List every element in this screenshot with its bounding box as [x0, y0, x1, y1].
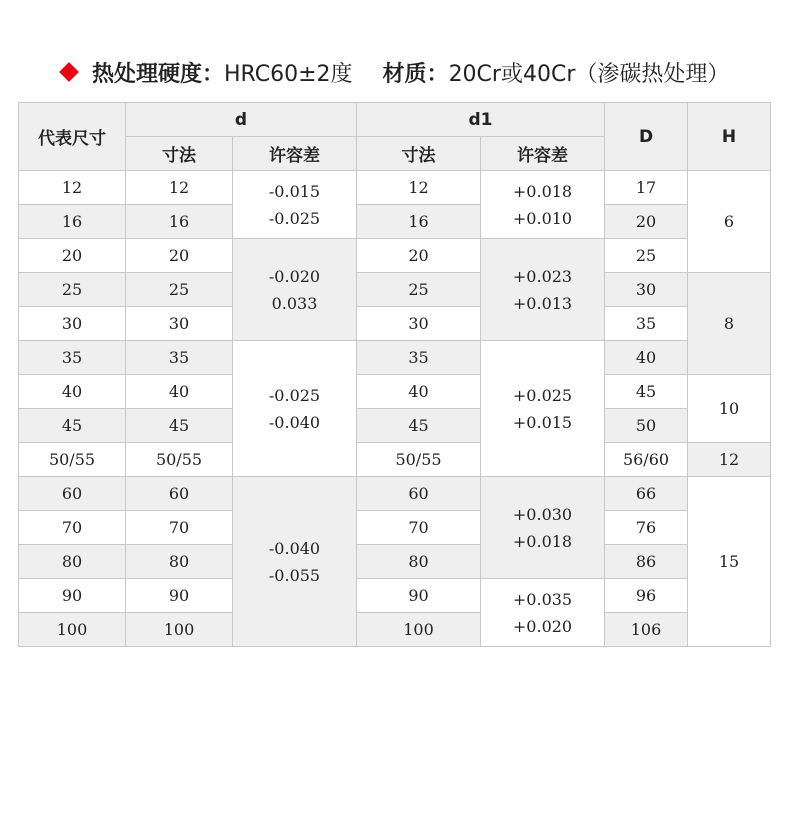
cell-d: 40	[126, 375, 233, 409]
d-tolerance-cell	[233, 171, 357, 239]
d1-tolerance-cell	[481, 171, 605, 239]
tolerance-lower: -0.055	[268, 565, 321, 585]
d-tolerance-cell	[233, 239, 357, 341]
cell-code: 60	[19, 477, 126, 511]
cell-code: 30	[19, 307, 126, 341]
cell-H: 6	[688, 171, 771, 273]
page-title	[58, 55, 729, 89]
tolerance-upper: +0.018	[512, 181, 573, 201]
header-d1-tolerance: 许容差	[481, 137, 605, 171]
cell-code: 12	[19, 171, 126, 205]
tolerance-upper: +0.030	[512, 504, 573, 524]
table-row	[19, 341, 771, 375]
cell-d1: 16	[357, 205, 481, 239]
header-d1: d1	[357, 103, 605, 137]
cell-code: 25	[19, 273, 126, 307]
cell-code: 100	[19, 613, 126, 647]
cell-d1: 50/55	[357, 443, 481, 477]
table-row	[19, 511, 771, 545]
tolerance-upper: -0.015	[268, 181, 321, 201]
cell-d: 25	[126, 273, 233, 307]
tolerance-upper: +0.023	[512, 266, 573, 286]
cell-D: 50	[605, 409, 688, 443]
hardness-value: HRC60±2度	[224, 61, 353, 87]
tolerance-lower: +0.013	[512, 293, 573, 313]
cell-D: 45	[605, 375, 688, 409]
cell-d1: 40	[357, 375, 481, 409]
table-row	[19, 307, 771, 341]
tolerance-lower: +0.018	[512, 531, 573, 551]
tolerance-lower: +0.010	[512, 208, 573, 228]
header-d-size: 寸法	[126, 137, 233, 171]
material-value: 20Cr或40Cr（渗碳热处理）	[448, 61, 730, 87]
tolerance-upper: +0.035	[512, 589, 573, 609]
cell-d: 20	[126, 239, 233, 273]
cell-D: 86	[605, 545, 688, 579]
cell-d1: 12	[357, 171, 481, 205]
d1-tolerance-cell	[481, 341, 605, 477]
table-row	[19, 273, 771, 307]
cell-H: 12	[688, 443, 771, 477]
header-d: d	[126, 103, 357, 137]
cell-d: 30	[126, 307, 233, 341]
cell-d: 35	[126, 341, 233, 375]
cell-D: 66	[605, 477, 688, 511]
table-row	[19, 477, 771, 511]
table-row	[19, 545, 771, 579]
tolerance-lower: -0.025	[268, 208, 321, 228]
cell-H: 15	[688, 477, 771, 647]
cell-d: 90	[126, 579, 233, 613]
tolerance-upper: +0.025	[512, 385, 573, 405]
cell-D: 30	[605, 273, 688, 307]
header-H: H	[688, 103, 771, 171]
header-code: 代表尺寸	[19, 103, 126, 171]
cell-D: 35	[605, 307, 688, 341]
cell-d1: 45	[357, 409, 481, 443]
tolerance-lower: 0.033	[271, 293, 318, 313]
table-row	[19, 579, 771, 613]
cell-code: 20	[19, 239, 126, 273]
hardness-label: 热处理硬度：	[92, 61, 225, 87]
table-row	[19, 375, 771, 409]
cell-H: 8	[688, 273, 771, 375]
cell-d1: 25	[357, 273, 481, 307]
table-row	[19, 613, 771, 647]
cell-code: 45	[19, 409, 126, 443]
cell-d1: 100	[357, 613, 481, 647]
cell-code: 50/55	[19, 443, 126, 477]
table-row	[19, 409, 771, 443]
cell-H: 10	[688, 375, 771, 443]
cell-code: 16	[19, 205, 126, 239]
cell-d1: 70	[357, 511, 481, 545]
d1-tolerance-cell	[481, 579, 605, 647]
cell-code: 70	[19, 511, 126, 545]
table-row	[19, 239, 771, 273]
cell-d1: 35	[357, 341, 481, 375]
material-label: 材质：	[382, 61, 449, 87]
cell-d: 45	[126, 409, 233, 443]
cell-d1: 80	[357, 545, 481, 579]
header-d1-size: 寸法	[357, 137, 481, 171]
cell-d: 60	[126, 477, 233, 511]
cell-d: 16	[126, 205, 233, 239]
cell-d1: 60	[357, 477, 481, 511]
cell-code: 40	[19, 375, 126, 409]
cell-d1: 90	[357, 579, 481, 613]
cell-code: 90	[19, 579, 126, 613]
d1-tolerance-cell	[481, 239, 605, 341]
cell-D: 17	[605, 171, 688, 205]
cell-code: 35	[19, 341, 126, 375]
table-row	[19, 171, 771, 205]
cell-d: 12	[126, 171, 233, 205]
cell-d1: 20	[357, 239, 481, 273]
table-row	[19, 443, 771, 477]
cell-D: 56/60	[605, 443, 688, 477]
cell-code: 80	[19, 545, 126, 579]
spec-table	[18, 102, 771, 647]
d-tolerance-cell	[233, 477, 357, 647]
red-diamond-icon	[59, 62, 79, 82]
tolerance-lower: +0.020	[512, 616, 573, 636]
cell-D: 25	[605, 239, 688, 273]
cell-D: 76	[605, 511, 688, 545]
cell-d: 100	[126, 613, 233, 647]
cell-D: 40	[605, 341, 688, 375]
header-d-tolerance: 许容差	[233, 137, 357, 171]
d-tolerance-cell	[233, 341, 357, 477]
cell-D: 20	[605, 205, 688, 239]
cell-d: 50/55	[126, 443, 233, 477]
cell-D: 106	[605, 613, 688, 647]
cell-d1: 30	[357, 307, 481, 341]
cell-d: 80	[126, 545, 233, 579]
tolerance-lower: +0.015	[512, 412, 573, 432]
tolerance-lower: -0.040	[268, 412, 321, 432]
tolerance-upper: -0.025	[268, 385, 321, 405]
d1-tolerance-cell	[481, 477, 605, 579]
header-D: D	[605, 103, 688, 171]
cell-D: 96	[605, 579, 688, 613]
tolerance-upper: -0.020	[268, 266, 321, 286]
tolerance-upper: -0.040	[268, 538, 321, 558]
table-row	[19, 205, 771, 239]
cell-d: 70	[126, 511, 233, 545]
